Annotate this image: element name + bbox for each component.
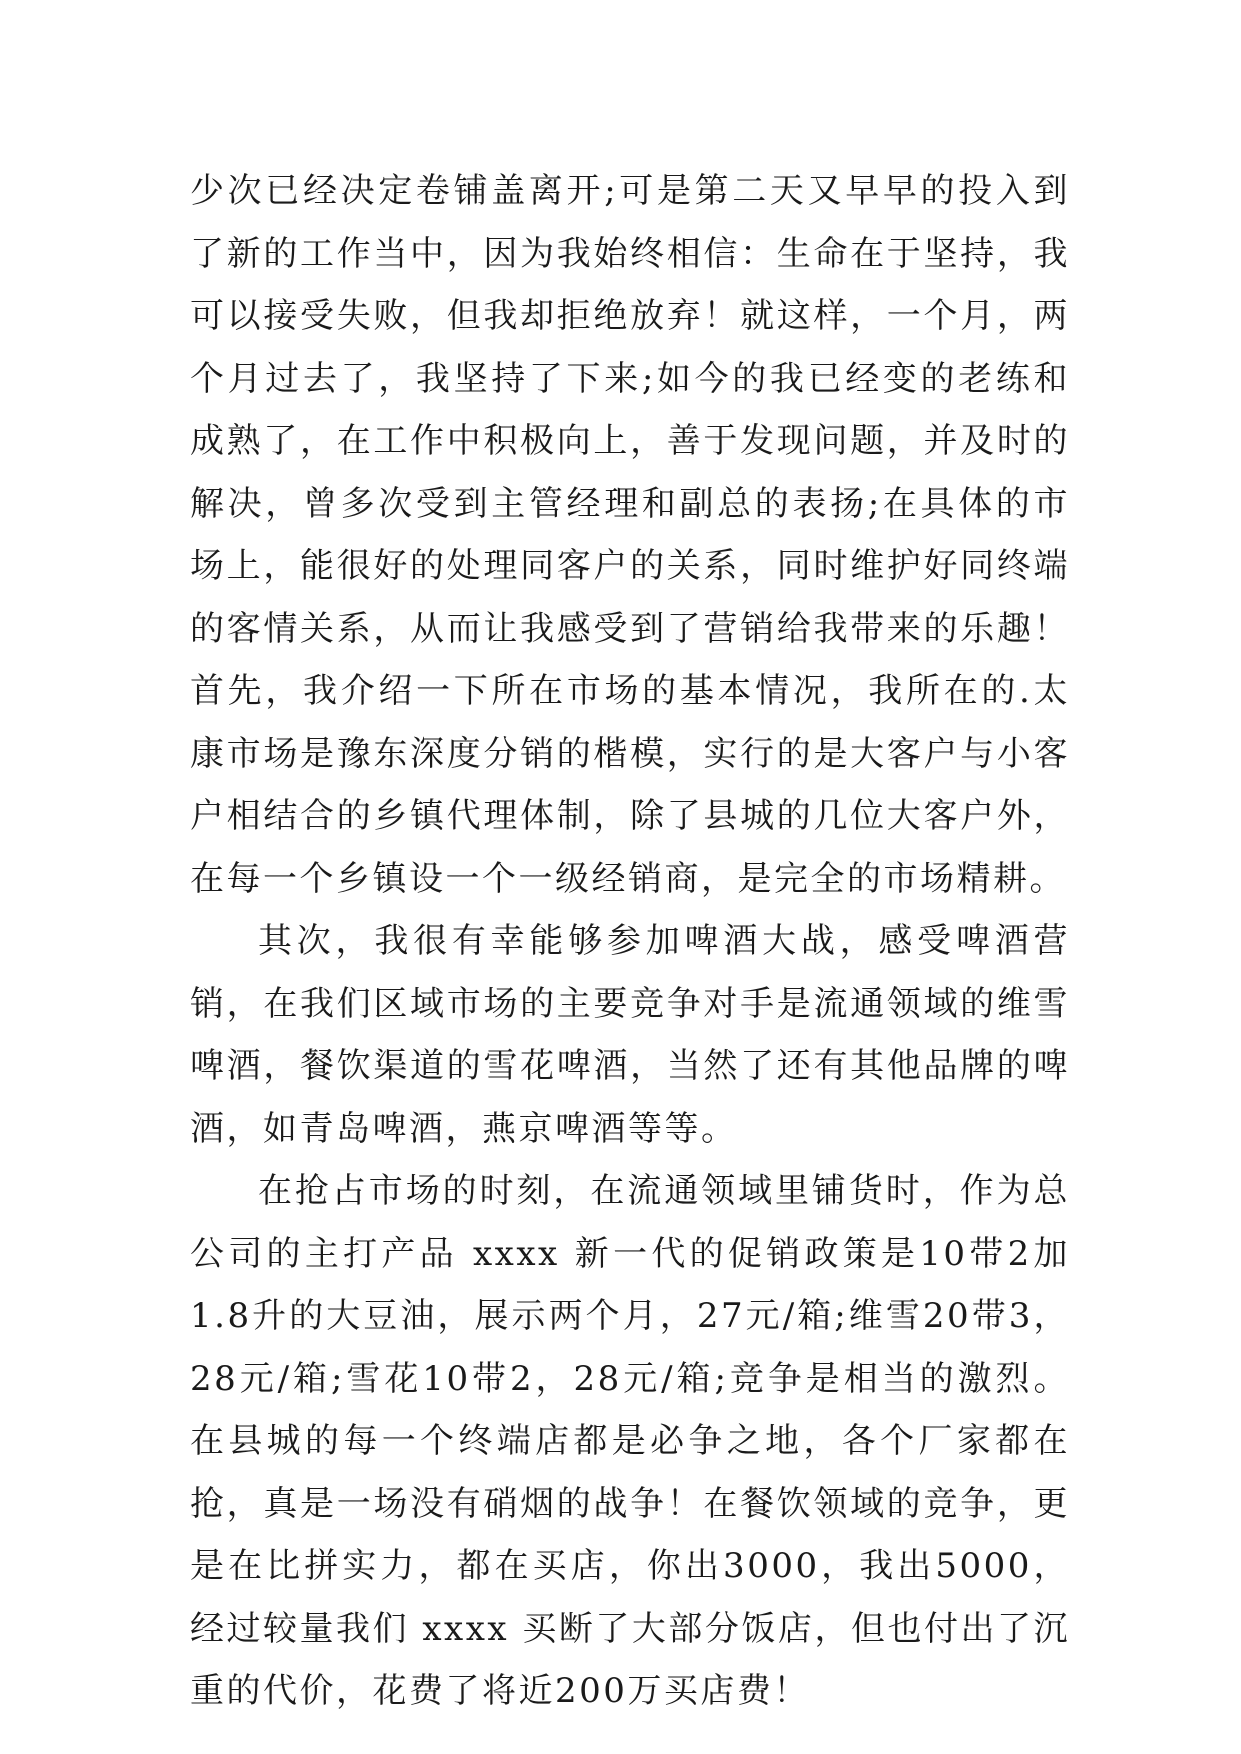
document-body: [190, 160, 1070, 1723]
paragraph-1: 少次已经决定卷铺盖离开;可是第二天又早早的投入到了新的工作当中，因为我始终相信：生命在于坚持，我可以接受失败，但我却拒绝放弃！就这样，一个月，两个月过去了，我坚持了下来;如今的我已经变的老练和成熟了，在工作中积极向上，善于发现问题，并及时的解决，曾多次受到主管经理和副总的表扬;在具体的市场上，能很好的处理同客户的关系，同时维护好同终端的客情关系，从而让我感受到了营销给我带来的乐趣！首先，我介绍一下所在市场的基本情况，我所在的.太康市场是豫东深度分销的楷模，实行的是大客户与小客户相结合的乡镇代理体制，除了县城的几位大客户外，在每一个乡镇设一个一级经销商，是完全的市场精耕。: [190, 171, 1070, 899]
paragraph-3: 在抢占市场的时刻，在流通领域里铺货时，作为总公司的主打产品 xxxx 新一代的促销政策是10带2加1.8升的大豆油，展示两个月，27元/箱;维雪20带3，28元/箱;雪花10带2，28元/箱;竞争是相当的激烈。在县城的每一个终端店都是必争之地，各个厂家都在抢，真是一场没有硝烟的战争！在餐饮领域的竞争，更是在比拼实力，都在买店，你出3000，我出5000，经过较量我们 xxxx 买断了大部分饭店，但也付出了沉重的代价，花费了将近200万买店费！: [190, 1171, 1070, 1711]
paragraph-2: 其次，我很有幸能够参加啤酒大战，感受啤酒营销，在我们区域市场的主要竞争对手是流通领域的维雪啤酒，餐饮渠道的雪花啤酒，当然了还有其他品牌的啤酒，如青岛啤酒，燕京啤酒等等。: [190, 921, 1070, 1149]
